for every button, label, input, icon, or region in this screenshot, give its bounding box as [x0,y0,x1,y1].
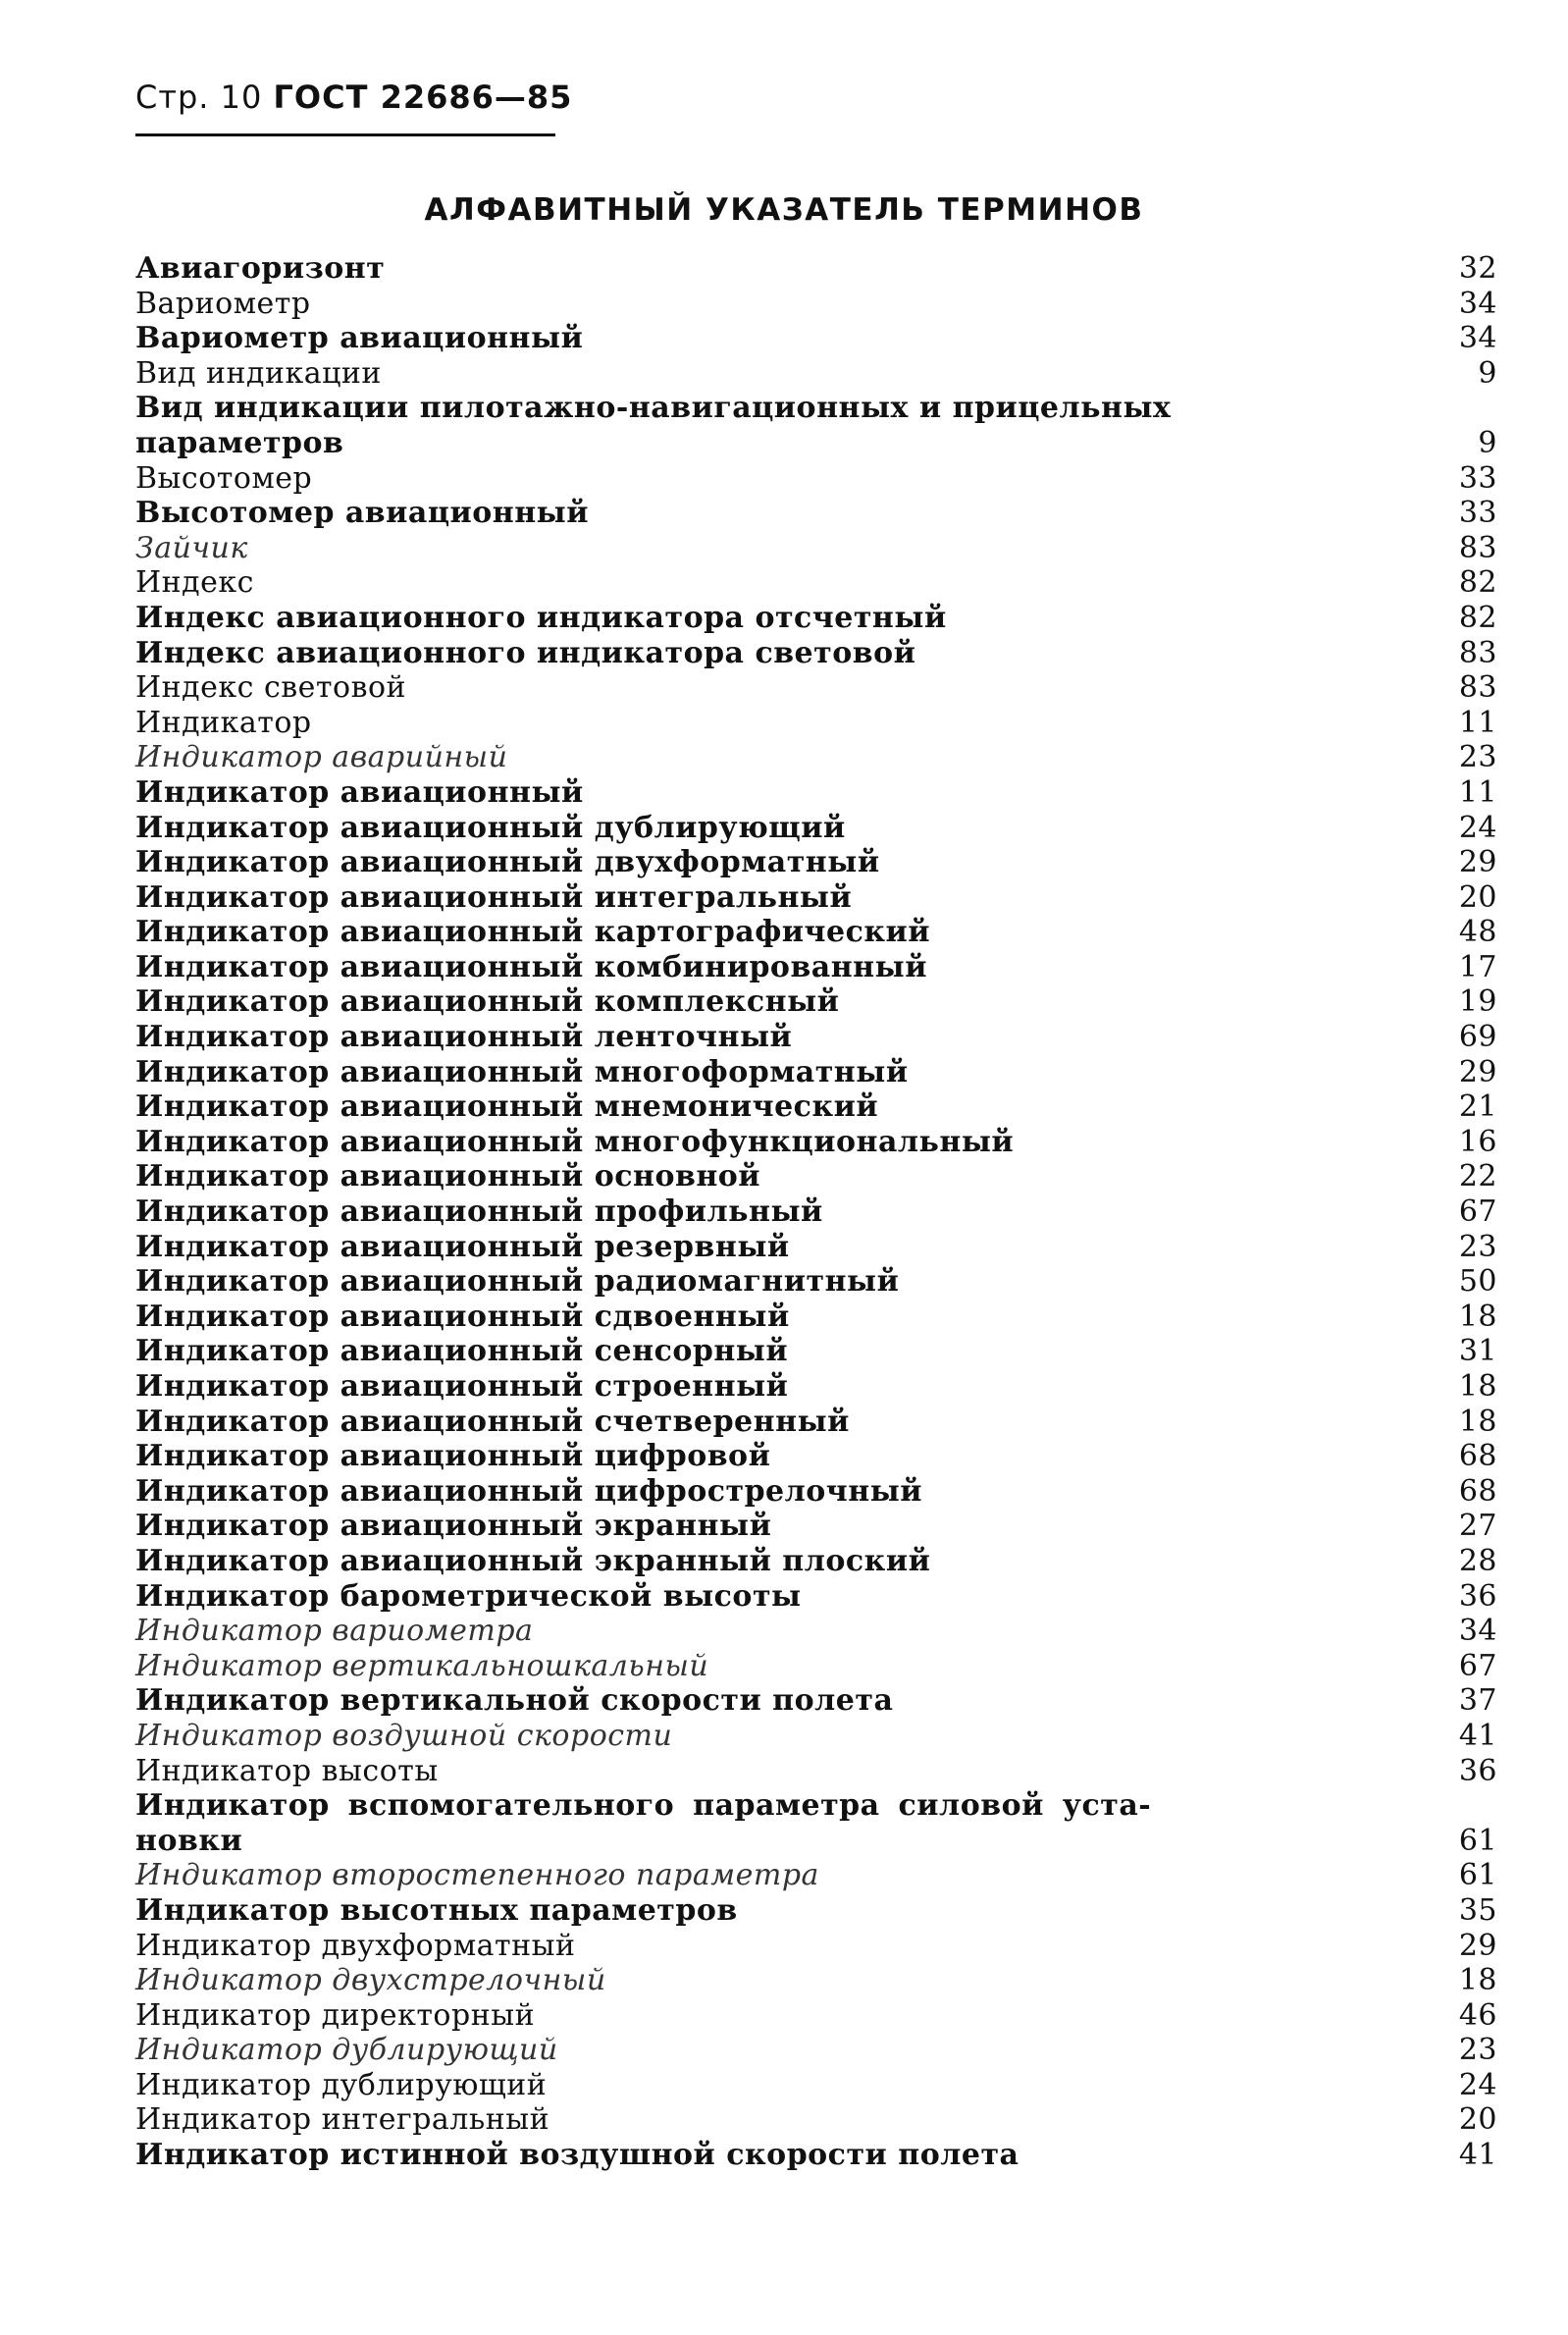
index-term [135,984,839,1020]
index-entry [135,287,1497,322]
index-term [135,1858,819,1893]
index-entry [135,1509,1497,1544]
index-page-number: 24 [1458,810,1497,845]
index-term [135,2033,558,2068]
index-entry [135,2102,1497,2138]
index-entry [135,2138,1497,2173]
index-term-text: Индикатор барометрической высоты [135,1578,802,1614]
index-term [135,1544,930,1579]
index-term [135,496,589,531]
index-entry [135,1929,1497,1964]
index-term [135,1439,770,1474]
index-page-number: 34 [1458,321,1497,356]
index-entry [135,1334,1497,1369]
term-index-list [135,251,1497,2173]
index-term-text: Индикатор авиационный двухформатный [135,845,880,880]
index-term [135,1369,788,1405]
index-term-text: Индикатор авиационный цифровой [135,1439,771,1474]
index-term [135,950,927,985]
index-term [135,1788,1151,1858]
index-term [135,1334,788,1369]
index-term [135,706,312,741]
index-term [135,1509,771,1544]
index-term [135,461,312,497]
index-term [135,1020,792,1055]
index-term-text: Индикатор двухстрелочный [135,1963,606,1998]
index-entry [135,601,1497,636]
index-term-text: Индикатор высоты [135,1753,439,1788]
index-entry [135,1858,1497,1893]
index-term [135,1194,823,1230]
index-entry [135,670,1497,706]
index-entry [135,496,1497,531]
index-entry [135,461,1497,497]
index-page-number: 69 [1458,1020,1497,1055]
index-term-text: Индикатор дублирующий [135,2033,558,2068]
index-page-number: 9 [1478,355,1497,391]
index-page-number: 83 [1458,670,1497,706]
index-term-text: Индикатор авиационный [135,774,584,810]
index-entry [135,356,1497,392]
index-term-text: Вид индикации [135,355,382,391]
index-page-number: 36 [1458,1753,1497,1788]
index-page-number: 18 [1458,1963,1497,1998]
standard-designation: ГОСТ 22686—85 [273,79,573,116]
index-term [135,1893,738,1929]
index-term-continuation: параметров [135,425,344,460]
index-entry [135,1893,1497,1929]
index-entry [135,1020,1497,1055]
index-term [135,2068,547,2103]
index-page-number: 41 [1458,1718,1497,1753]
index-page-number: 61 [1458,1823,1497,1858]
index-page-number: 83 [1458,635,1497,670]
index-term [135,1125,1014,1160]
index-term-continuation: новки [135,1823,243,1858]
index-entry [135,1754,1497,1789]
index-entry [135,1055,1497,1090]
index-entry [135,1089,1497,1125]
index-entry [135,915,1497,950]
index-term-text: Индикатор авиационный комплексный [135,984,840,1020]
index-page-number: 18 [1458,1369,1497,1404]
index-page-number: 48 [1458,915,1497,950]
index-term-text: Индикатор авиационный основной [135,1159,761,1194]
index-term [135,880,852,916]
index-term-text: Индикатор вспомогательного параметра силовой уста- [135,1788,1152,1824]
index-term-text: Индикатор авиационный картографический [135,915,931,950]
index-page-number: 33 [1458,496,1497,531]
index-entry [135,811,1497,846]
index-page-number: 23 [1458,1229,1497,1264]
index-term [135,915,930,950]
index-entry [135,321,1497,356]
index-page-number: 23 [1458,740,1497,775]
index-term-text: Индикатор вертикальношкальный [135,1648,709,1683]
index-page-number: 33 [1458,460,1497,496]
index-page-number: 32 [1458,251,1497,286]
index-page-number: 9 [1478,425,1497,460]
index-entry [135,1683,1497,1719]
index-term [135,1089,878,1125]
index-page-number: 82 [1458,600,1497,635]
index-entry [135,1649,1497,1684]
index-page-number: 22 [1458,1159,1497,1194]
index-page-number: 23 [1458,2033,1497,2068]
index-page-number: 31 [1458,1334,1497,1369]
index-term-text: Индикатор аварийный [135,740,508,775]
index-page-number: 24 [1458,2067,1497,2102]
index-term [135,1929,576,1964]
index-page-number: 41 [1458,2138,1497,2173]
index-term-text: Индикатор авиационный сдвоенный [135,1299,790,1334]
index-entry [135,706,1497,741]
index-term-text: Вариометр авиационный [135,321,584,356]
index-page-number: 11 [1458,774,1497,810]
index-term-text: Вид индикации пилотажно-навигационных и прицельных [135,391,1172,426]
index-term-text: Индикатор истинной воздушной скорости полета [135,2138,1019,2173]
index-term [135,1300,790,1335]
index-page-number: 36 [1458,1578,1497,1614]
index-term [135,1649,708,1684]
index-term [135,251,385,287]
index-term-text: Индикатор интегральный [135,2102,550,2138]
index-page-number: 18 [1458,1299,1497,1334]
index-term-text: Индикатор авиационный строенный [135,1369,789,1404]
index-entry [135,1230,1497,1265]
index-entry [135,1788,1497,1858]
index-term [135,811,846,846]
index-term-text: Индикатор авиационный ленточный [135,1020,793,1055]
index-term-text: Индикатор дублирующий [135,2067,548,2102]
index-term-text: Индикатор авиационный дублирующий [135,810,846,845]
index-term [135,531,248,566]
index-entry [135,1998,1497,2034]
index-page-number: 17 [1458,949,1497,984]
page-number-label: Стр. 10 [135,79,263,116]
index-page-number: 19 [1458,984,1497,1020]
index-entry [135,1369,1497,1405]
index-entry [135,1125,1497,1160]
index-page-number: 21 [1458,1089,1497,1125]
index-term [135,2102,549,2138]
index-page-number: 68 [1458,1439,1497,1474]
index-entry [135,1159,1497,1194]
index-entry [135,1579,1497,1615]
index-term [135,636,915,671]
index-term [135,845,880,880]
index-term-text: Высотомер авиационный [135,496,590,531]
index-term-text: Индикатор вариометра [135,1614,534,1649]
index-term-text: Авиагоризонт [135,251,386,286]
index-page-number: 68 [1458,1473,1497,1509]
index-page-number: 11 [1458,705,1497,740]
index-entry [135,251,1497,287]
index-entry [135,1405,1497,1440]
index-term [135,740,507,775]
index-entry [135,391,1497,460]
index-term [135,670,406,706]
index-term [135,1159,760,1194]
index-term [135,391,1171,460]
index-page-number: 29 [1458,1928,1497,1963]
index-page-number: 67 [1458,1194,1497,1230]
index-term [135,1683,893,1719]
index-term [135,1579,802,1615]
index-term-text: Индикатор авиационный радиомагнитный [135,1264,900,1300]
index-term [135,1998,535,2034]
index-term [135,1754,439,1789]
header-rule [135,133,555,136]
index-term-text: Индикатор авиационный профильный [135,1194,823,1230]
index-term-text: Индикатор авиационный экранный плоский [135,1543,931,1578]
index-page-number: 29 [1458,845,1497,880]
index-term-text: Индикатор авиационный комбинированный [135,949,927,984]
index-entry [135,845,1497,880]
index-entry [135,1194,1497,1230]
page-header [135,79,572,116]
index-page-number: 37 [1458,1683,1497,1719]
index-entry [135,880,1497,916]
index-page-number: 67 [1458,1648,1497,1683]
index-entry [135,950,1497,985]
index-term-text: Индикатор вертикальной скорости полета [135,1683,894,1719]
index-term [135,287,311,322]
index-term-text: Индикатор авиационный многоформатный [135,1054,909,1089]
index-page-number: 83 [1458,530,1497,565]
index-page-number: 50 [1458,1264,1497,1300]
index-term [135,1230,790,1265]
index-term-text: Вариометр [135,286,311,321]
index-term [135,1474,922,1510]
index-term-text: Индекс авиационного индикатора отсчетный [135,600,947,635]
index-term-text: Индекс [135,565,254,601]
index-page-number: 27 [1458,1509,1497,1544]
index-term [135,1055,909,1090]
index-term [135,1719,672,1754]
index-term-text: Индикатор высотных параметров [135,1892,738,1928]
index-term [135,601,947,636]
index-term-text: Индикатор авиационный резервный [135,1229,790,1264]
index-term-text: Индикатор [135,705,312,740]
index-term-text: Индикатор авиационный интегральный [135,879,853,915]
index-page-number: 28 [1458,1543,1497,1578]
index-entry [135,1544,1497,1579]
index-entry [135,1614,1497,1649]
index-page-number: 35 [1458,1892,1497,1928]
index-entry [135,565,1497,601]
index-page-number: 34 [1458,1614,1497,1649]
index-entry [135,2068,1497,2103]
index-term [135,1264,899,1300]
index-entry [135,740,1497,775]
index-entry [135,531,1497,566]
index-term-text: Индикатор авиационный мнемонический [135,1089,879,1125]
index-entry [135,1439,1497,1474]
index-entry [135,984,1497,1020]
index-term [135,1405,850,1440]
index-entry [135,2033,1497,2068]
index-entry [135,636,1497,671]
index-entry [135,1300,1497,1335]
index-term-text: Индикатор воздушной скорости [135,1718,673,1753]
index-page-number: 18 [1458,1404,1497,1439]
index-page-number: 82 [1458,565,1497,601]
index-term [135,2138,1019,2173]
index-page-number: 20 [1458,879,1497,915]
index-term-text: Высотомер [135,460,313,496]
index-page-number: 46 [1458,1997,1497,2033]
index-page-number: 20 [1458,2102,1497,2138]
index-entry [135,1719,1497,1754]
index-entry [135,1474,1497,1510]
index-term-text: Индикатор авиационный сенсорный [135,1334,789,1369]
index-term-text: Индикатор авиационный цифрострелочный [135,1473,923,1509]
index-title: АЛФАВИТНЫЙ УКАЗАТЕЛЬ ТЕРМИНОВ [424,192,1144,228]
index-page-number: 29 [1458,1054,1497,1089]
index-entry [135,1264,1497,1300]
index-term [135,321,583,356]
index-entry [135,1963,1497,1998]
index-page-number: 61 [1458,1858,1497,1893]
index-term [135,1614,533,1649]
index-term-text: Индикатор директорный [135,1997,536,2033]
index-term-text: Индикатор второстепенного параметра [135,1858,819,1893]
index-page-number: 16 [1458,1124,1497,1159]
index-term [135,775,584,811]
index-term [135,1963,606,1998]
index-term-text: Индекс авиационного индикатора световой [135,635,916,670]
index-term-text: Индикатор авиационный счетверенный [135,1404,850,1439]
index-term-text: Индикатор двухформатный [135,1928,576,1963]
index-term-text: Зайчик [135,530,248,565]
index-page-number: 34 [1458,286,1497,321]
index-term-text: Индекс световой [135,670,407,706]
index-term [135,565,254,601]
index-term-text: Индикатор авиационный экранный [135,1509,772,1544]
index-term-text: Индикатор авиационный многофункциональный [135,1124,1015,1159]
index-entry [135,775,1497,811]
index-term [135,356,382,392]
